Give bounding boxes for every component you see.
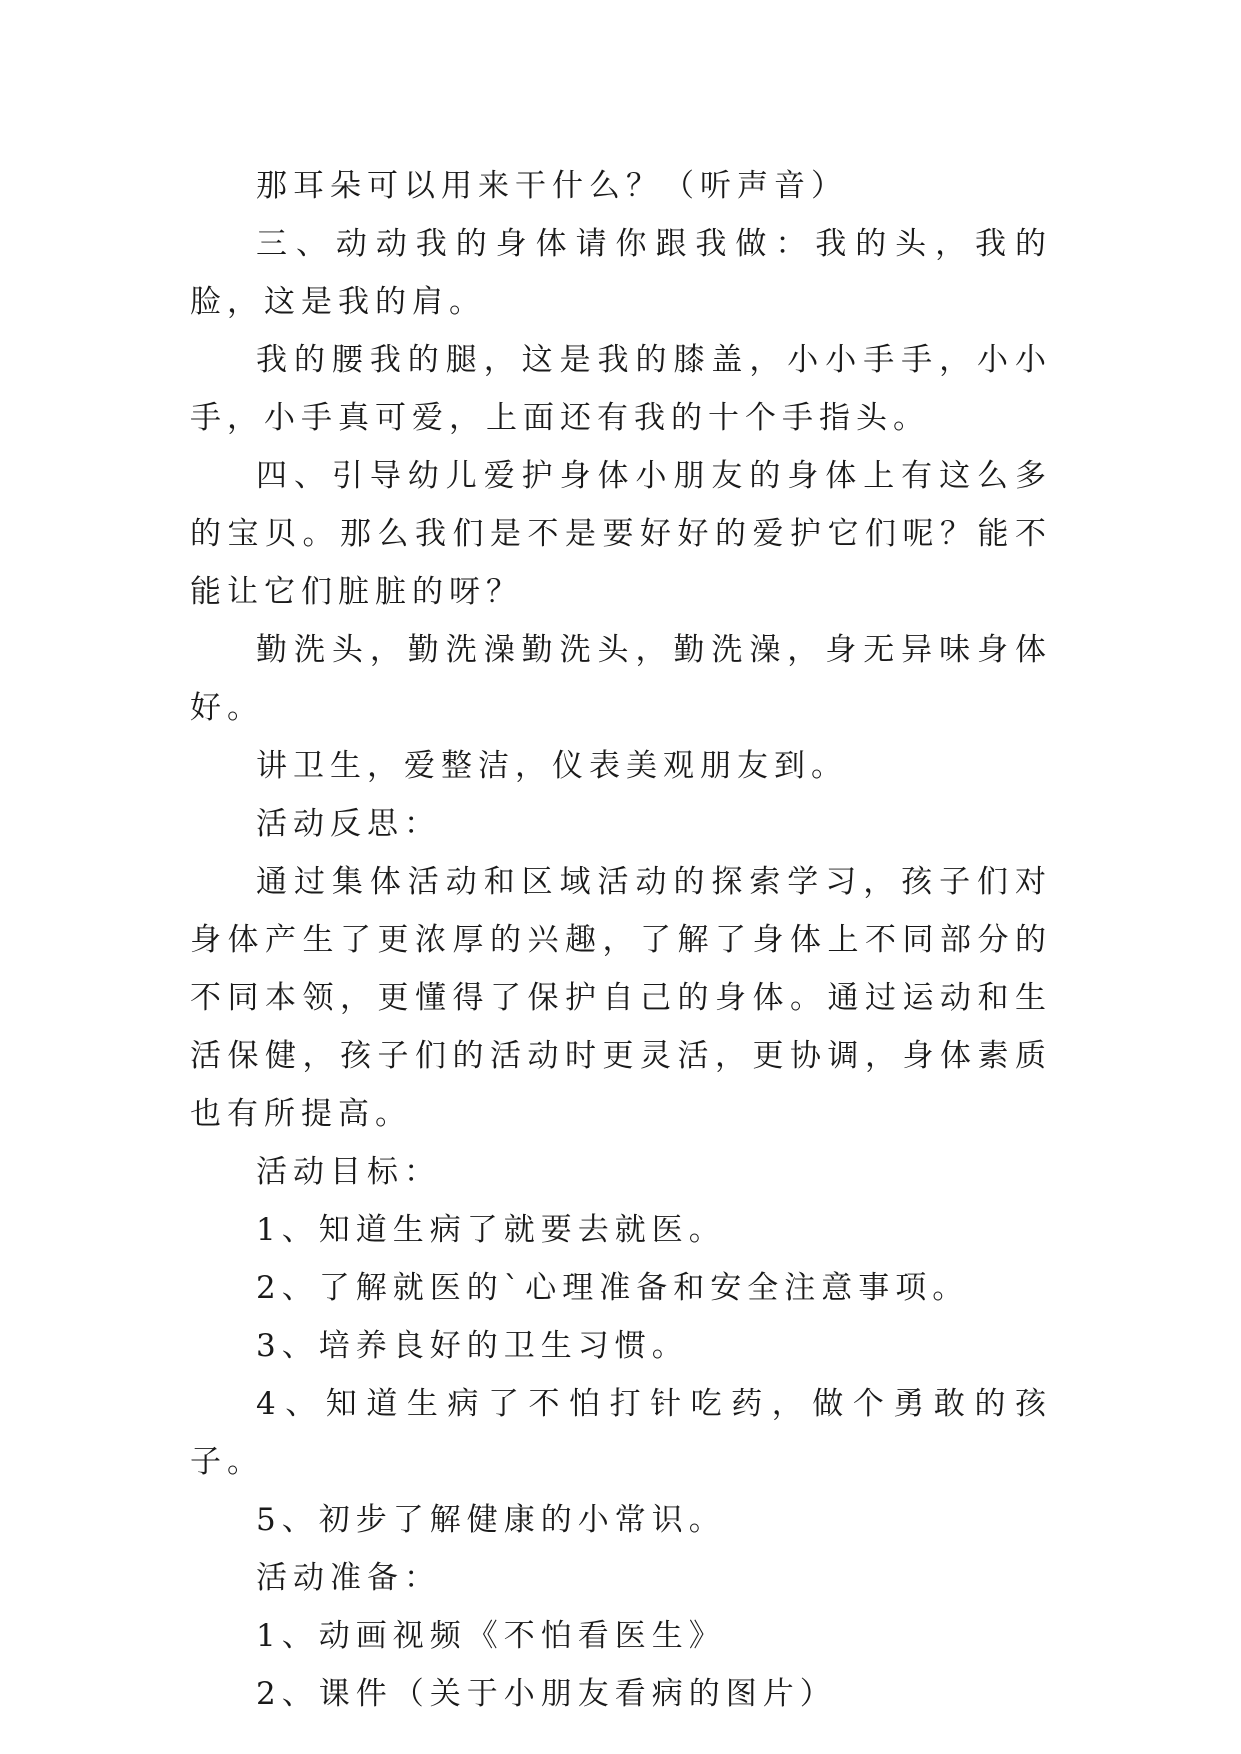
document-page xyxy=(190,157,1052,1723)
paragraph-wash-rhyme: 勤洗头，勤洗澡勤洗头，勤洗澡，身无异味身体好。 xyxy=(190,632,1052,726)
preparation-item-2: 2、课件（关于小朋友看病的图片） xyxy=(256,1676,837,1712)
goal-item-5: 5、初步了解健康的小常识。 xyxy=(256,1502,726,1538)
heading-activity-preparation: 活动准备： xyxy=(256,1560,441,1596)
goal-item-4: 4、知道生病了不怕打针吃药，做个勇敢的孩子。 xyxy=(190,1386,1052,1480)
goal-item-3: 3、培养良好的卫生习惯。 xyxy=(256,1328,689,1364)
heading-activity-goals: 活动目标： xyxy=(256,1154,441,1190)
paragraph-body-rhyme: 我的腰我的腿，这是我的膝盖，小小手手，小小手，小手真可爱，上面还有我的十个手指头。 xyxy=(190,342,1052,436)
goal-item-2: 2、了解就医的`心理准备和安全注意事项。 xyxy=(256,1270,970,1306)
paragraph-reflection: 通过集体活动和区域活动的探索学习，孩子们对身体产生了更浓厚的兴趣，了解了身体上不同部分的不同本领，更懂得了保护自己的身体。通过运动和生活保健，孩子们的活动时更灵活，更协调，身体素质也有所提高。 xyxy=(190,864,1052,1132)
preparation-item-1: 1、动画视频《不怕看医生》 xyxy=(256,1618,726,1654)
paragraph-care-body: 四、引导幼儿爱护身体小朋友的身体上有这么多的宝贝。那么我们是不是要好好的爱护它们呢？能不能让它们脏脏的呀？ xyxy=(190,458,1052,610)
heading-activity-reflection: 活动反思： xyxy=(256,806,441,842)
paragraph-move-body: 三、动动我的身体请你跟我做：我的头，我的脸，这是我的肩。 xyxy=(190,226,1052,320)
paragraph-ears-question: 那耳朵可以用来干什么？（听声音） xyxy=(256,168,848,204)
goal-item-1: 1、知道生病了就要去就医。 xyxy=(256,1212,726,1248)
paragraph-hygiene-rhyme: 讲卫生，爱整洁，仪表美观朋友到。 xyxy=(256,748,848,784)
